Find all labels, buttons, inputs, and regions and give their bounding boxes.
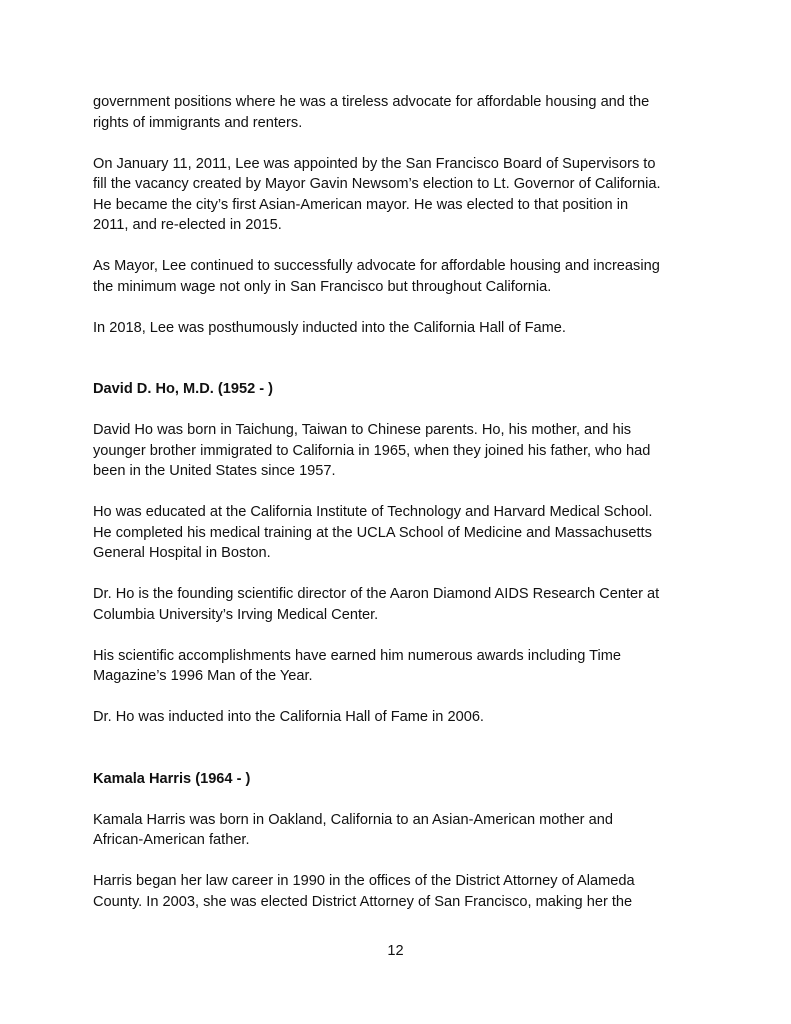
text-line: Dr. Ho was inducted into the California Hall of Fame in 2006. xyxy=(93,709,484,725)
text-line: As Mayor, Lee continued to successfully advocate for affordable housing and increasing xyxy=(93,258,660,274)
page-number: 12 xyxy=(387,943,404,959)
paragraph xyxy=(93,256,713,297)
text-line: Columbia University’s Irving Medical Center. xyxy=(93,606,379,623)
paragraph xyxy=(93,318,713,339)
paragraph xyxy=(93,871,713,912)
text-line: rights of immigrants and renters. xyxy=(93,114,303,131)
text-line: He became the city’s first Asian-American mayor. He was elected to that position in xyxy=(93,196,629,213)
text-line: 2011, and re-elected in 2015. xyxy=(93,217,282,233)
text-line: government positions where he was a tireless advocate for affordable housing and the xyxy=(93,94,650,110)
text-line: Ho was educated at the California Institute of Technology and Harvard Medical School. xyxy=(93,504,653,520)
text-line: been in the United States since 1957. xyxy=(93,463,336,479)
paragraph xyxy=(93,92,713,133)
text-line: Kamala Harris was born in Oakland, California to an Asian-American mother and xyxy=(93,811,613,828)
paragraph xyxy=(93,810,713,851)
text-line: African-American father. xyxy=(93,832,250,848)
section-heading-david-ho: David D. Ho, M.D. (1952 - ) xyxy=(93,381,274,397)
text-line: In 2018, Lee was posthumously inducted into the California Hall of Fame. xyxy=(93,319,566,336)
text-line: On January 11, 2011, Lee was appointed by the San Francisco Board of Supervisors to xyxy=(93,155,656,172)
paragraph xyxy=(93,502,713,564)
paragraph xyxy=(93,584,713,625)
text-line: younger brother immigrated to California in 1965, when they joined his father, who had xyxy=(93,442,651,459)
section-heading-kamala-harris: Kamala Harris (1964 - ) xyxy=(93,770,251,787)
text-line: the minimum wage not only in San Francisco but throughout California. xyxy=(93,278,552,295)
paragraph xyxy=(93,646,713,687)
paragraph xyxy=(93,707,713,728)
paragraph xyxy=(93,420,713,482)
text-line: Magazine’s 1996 Man of the Year. xyxy=(93,668,313,684)
text-line: Dr. Ho is the founding scientific director of the Aaron Diamond AIDS Research Center at xyxy=(93,586,660,602)
text-line: fill the vacancy created by Mayor Gavin Newsom’s election to Lt. Governor of California. xyxy=(93,176,661,192)
text-line: General Hospital in Boston. xyxy=(93,545,271,561)
page-content xyxy=(93,92,713,933)
paragraph xyxy=(93,154,713,236)
text-line: County. In 2003, she was elected District Attorney of San Francisco, making her the xyxy=(93,893,633,910)
text-line: His scientific accomplishments have earned him numerous awards including Time xyxy=(93,647,622,664)
text-line: Harris began her law career in 1990 in the offices of the District Attorney of Alameda xyxy=(93,873,635,889)
text-line: He completed his medical training at the UCLA School of Medicine and Massachusetts xyxy=(93,524,652,541)
text-line: David Ho was born in Taichung, Taiwan to Chinese parents. Ho, his mother, and his xyxy=(93,422,632,438)
